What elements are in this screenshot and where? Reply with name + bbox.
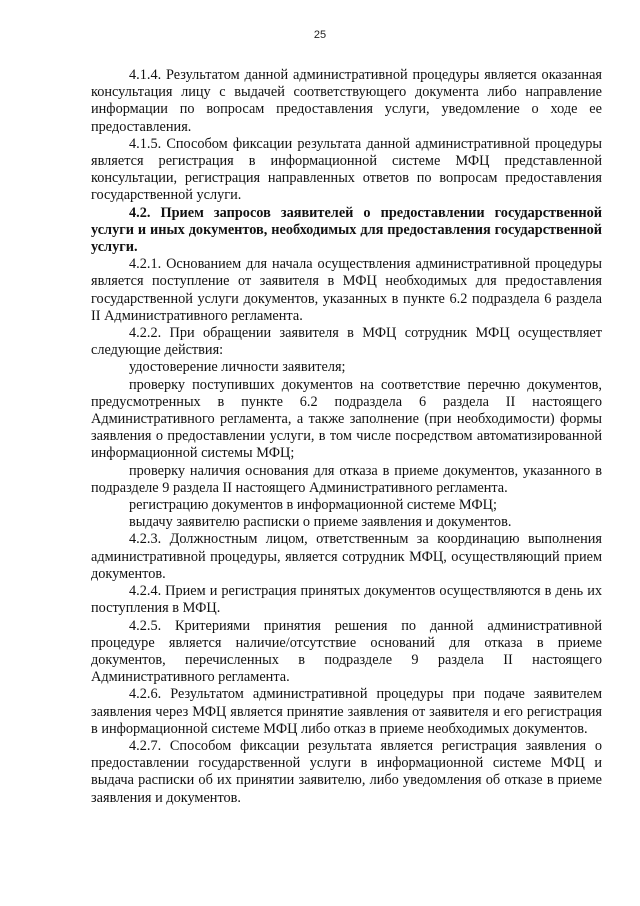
document-body <box>91 67 602 807</box>
action-item: проверку наличия основания для отказа в приеме документов, указанного в подразделе 9 раздела II настоящего Административного регламента. <box>91 462 602 496</box>
paragraph-4-1-4: 4.1.4. Результатом данной административной процедуры является оказанная консультация лицу с выдачей соответствующего документа либо направление информации по вопросам предоставления услуги, уведомление о ходе ее предоставления. <box>91 67 602 135</box>
paragraph-4-2-2: 4.2.2. При обращении заявителя в МФЦ сотрудник МФЦ осуществляет следующие действия: <box>91 325 602 359</box>
paragraph-4-2-3: 4.2.3. Должностным лицом, ответственным за координацию выполнения административной процедуры, является сотрудник МФЦ, осуществляющий прием документов. <box>91 531 602 582</box>
action-item: проверку поступивших документов на соответствие перечню документов, предусмотренных в пункте 6.2 подраздела 6 раздела II настоящего Административного регламента, а также заполнение (при необходимости) формы заявления о предоставлении услуги, в том числе посредством автоматизированной информационной системы МФЦ; <box>91 376 602 462</box>
paragraph-4-2-6: 4.2.6. Результатом административной процедуры при подаче заявителем заявления через МФЦ является принятие заявления от заявителя и его регистрация в информационной системе МФЦ либо отказ в приеме необходимых документов. <box>91 686 602 737</box>
paragraph-4-2-5: 4.2.5. Критериями принятия решения по данной административной процедуре является наличие/отсутствие оснований для отказа в приеме документов, перечисленных в подразделе 9 раздела II настоящего Административного регламента. <box>91 617 602 686</box>
action-item: удостоверение личности заявителя; <box>129 359 346 376</box>
paragraph-4-2-4: 4.2.4. Прием и регистрация принятых документов осуществляются в день их поступления в МФЦ. <box>91 583 602 617</box>
paragraph-4-2-7: 4.2.7. Способом фиксации результата является регистрация заявления о предоставлении государственной услуги в информационной системе МФЦ и выдача расписки об их принятии заявителю, либо уведомления об отказе в приеме заявления и документов. <box>91 737 602 806</box>
paragraph-4-1-5: 4.1.5. Способом фиксации результата данной административной процедуры является регистрация в информационной системе МФЦ представленной консультации, регистрация направленных ответов по вопросам предоставления государственной услуги. <box>91 135 602 204</box>
action-item: выдачу заявителю расписки о приеме заявления и документов. <box>129 514 512 531</box>
action-item: регистрацию документов в информационной системе МФЦ; <box>129 497 497 514</box>
section-heading-4-2: 4.2. Прием запросов заявителей о предоставлении государственной услуги и иных документов, необходимых для предоставления государственной услуги. <box>91 204 602 256</box>
page-number: 25 <box>313 29 327 41</box>
paragraph-4-2-1: 4.2.1. Основанием для начала осуществления административной процедуры является поступление от заявителя в МФЦ необходимых для предоставления государственной услуги документов, указанных в пункте 6.2 подраздела 6 раздела II Административного регламента. <box>91 256 602 324</box>
